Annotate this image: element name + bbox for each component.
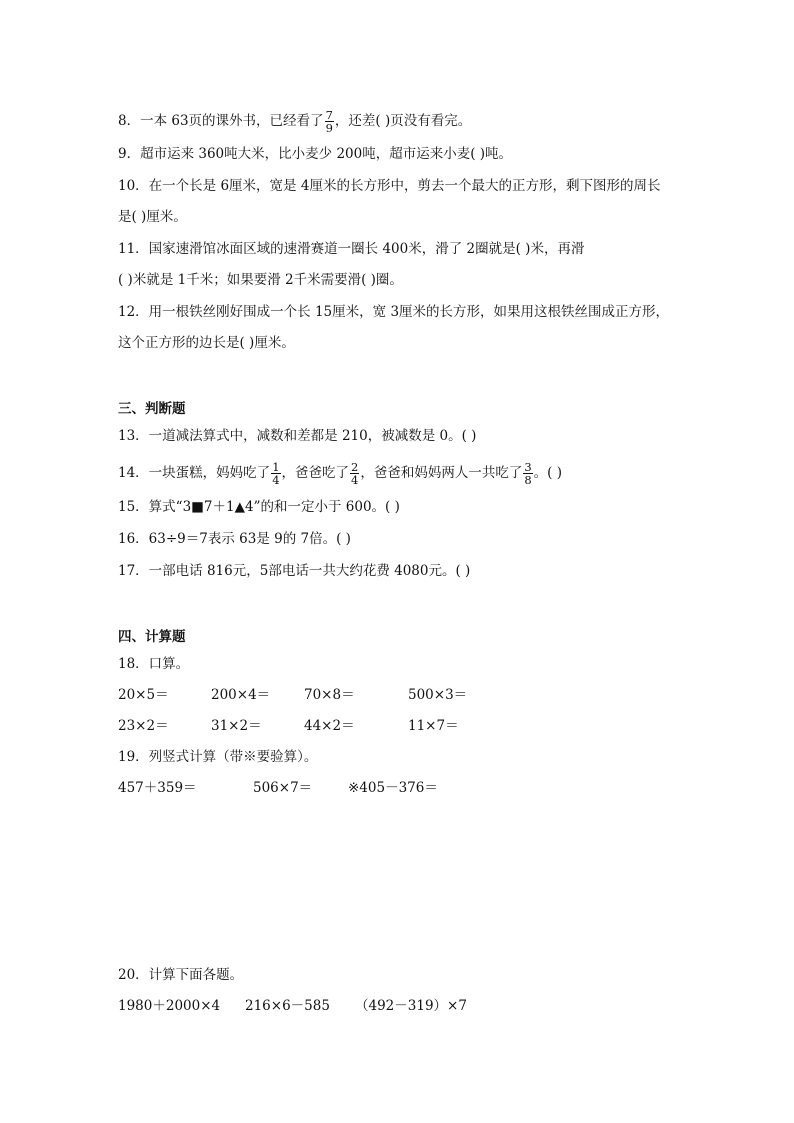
question-16: 16．63÷9＝7表示 63是 9的 7倍。( ) bbox=[118, 531, 351, 547]
question-12-line1: 12．用一根铁丝刚好围成一个长 15厘米，宽 3厘米的长方形，如果用这根铁丝围成正方形， bbox=[118, 304, 670, 320]
question-20: 20．计算下面各题。 bbox=[118, 967, 244, 983]
question-15: 15．算式“3■7＋1▲4”的和一定小于 600。( ) bbox=[118, 499, 400, 515]
q8-text-after: ，还差( )页没有看完。 bbox=[334, 113, 472, 129]
question-8 bbox=[118, 109, 471, 134]
oral-item: 31×2＝ bbox=[211, 718, 262, 734]
vertical-calc-item: 506×7＝ bbox=[253, 780, 313, 796]
q8-text-before: 8．一本 63页的课外书，已经看了 bbox=[118, 113, 324, 129]
vertical-calc-item: ※405－376＝ bbox=[348, 780, 438, 796]
question-11-line1: 11．国家速滑馆冰面区域的速滑赛道一圈长 400米，滑了 2圈就是( )米，再滑 bbox=[118, 241, 585, 257]
mixed-calc-item: 1980＋2000×4 bbox=[118, 998, 221, 1014]
oral-item: 23×2＝ bbox=[118, 718, 169, 734]
fraction-3-8: $\frac{3}{8}$ bbox=[524, 460, 532, 487]
question-13: 13．一道减法算式中，减数和差都是 210，被减数是 0。( ) bbox=[118, 428, 477, 444]
question-18: 18．口算。 bbox=[118, 656, 190, 672]
oral-item: 500×3＝ bbox=[408, 687, 468, 703]
oral-item: 20×5＝ bbox=[118, 687, 169, 703]
mixed-calc-item: 216×6－585 bbox=[245, 998, 330, 1014]
fraction-7-9: $\frac{7}{9}$ bbox=[325, 108, 333, 135]
question-12-line2: 这个正方形的边长是( )厘米。 bbox=[118, 335, 295, 351]
section-title-judge: 三、判断题 bbox=[118, 401, 186, 417]
fraction-2-4: $\frac{2}{4}$ bbox=[351, 460, 359, 487]
oral-item: 70×8＝ bbox=[304, 687, 355, 703]
question-11-line2: ( )米就是 1千米；如果要滑 2千米需要滑( )圈。 bbox=[118, 272, 403, 288]
section-title-calc: 四、计算题 bbox=[118, 629, 186, 645]
question-14: 14．一块蛋糕，妈妈吃了 $\frac{1}{4}$ ，爸爸吃了 $\frac{2}{4}$ ，爸爸和妈妈两人一共吃了 $\frac{3}{8}$ 。( ) bbox=[118, 460, 562, 487]
vertical-calc-item: 457＋359＝ bbox=[118, 780, 197, 796]
question-10-line2: 是( )厘米。 bbox=[118, 209, 187, 225]
oral-item: 200×4＝ bbox=[211, 687, 271, 703]
question-9: 9．超市运来 360吨大米，比小麦少 200吨，超市运来小麦( )吨。 bbox=[118, 146, 513, 162]
oral-item: 44×2＝ bbox=[304, 718, 355, 734]
oral-item: 11×7＝ bbox=[408, 718, 459, 734]
mixed-calc-item: （492－319）×7 bbox=[355, 998, 467, 1014]
fraction-1-4: $\frac{1}{4}$ bbox=[272, 460, 280, 487]
question-17: 17．一部电话 816元，5部电话一共大约花费 4080元。( ) bbox=[118, 563, 471, 579]
question-19: 19．列竖式计算（带※要验算）。 bbox=[118, 749, 318, 765]
question-10-line1: 10．在一个长是 6厘米，宽是 4厘米的长方形中，剪去一个最大的正方形，剩下图形的周长 bbox=[118, 178, 661, 194]
